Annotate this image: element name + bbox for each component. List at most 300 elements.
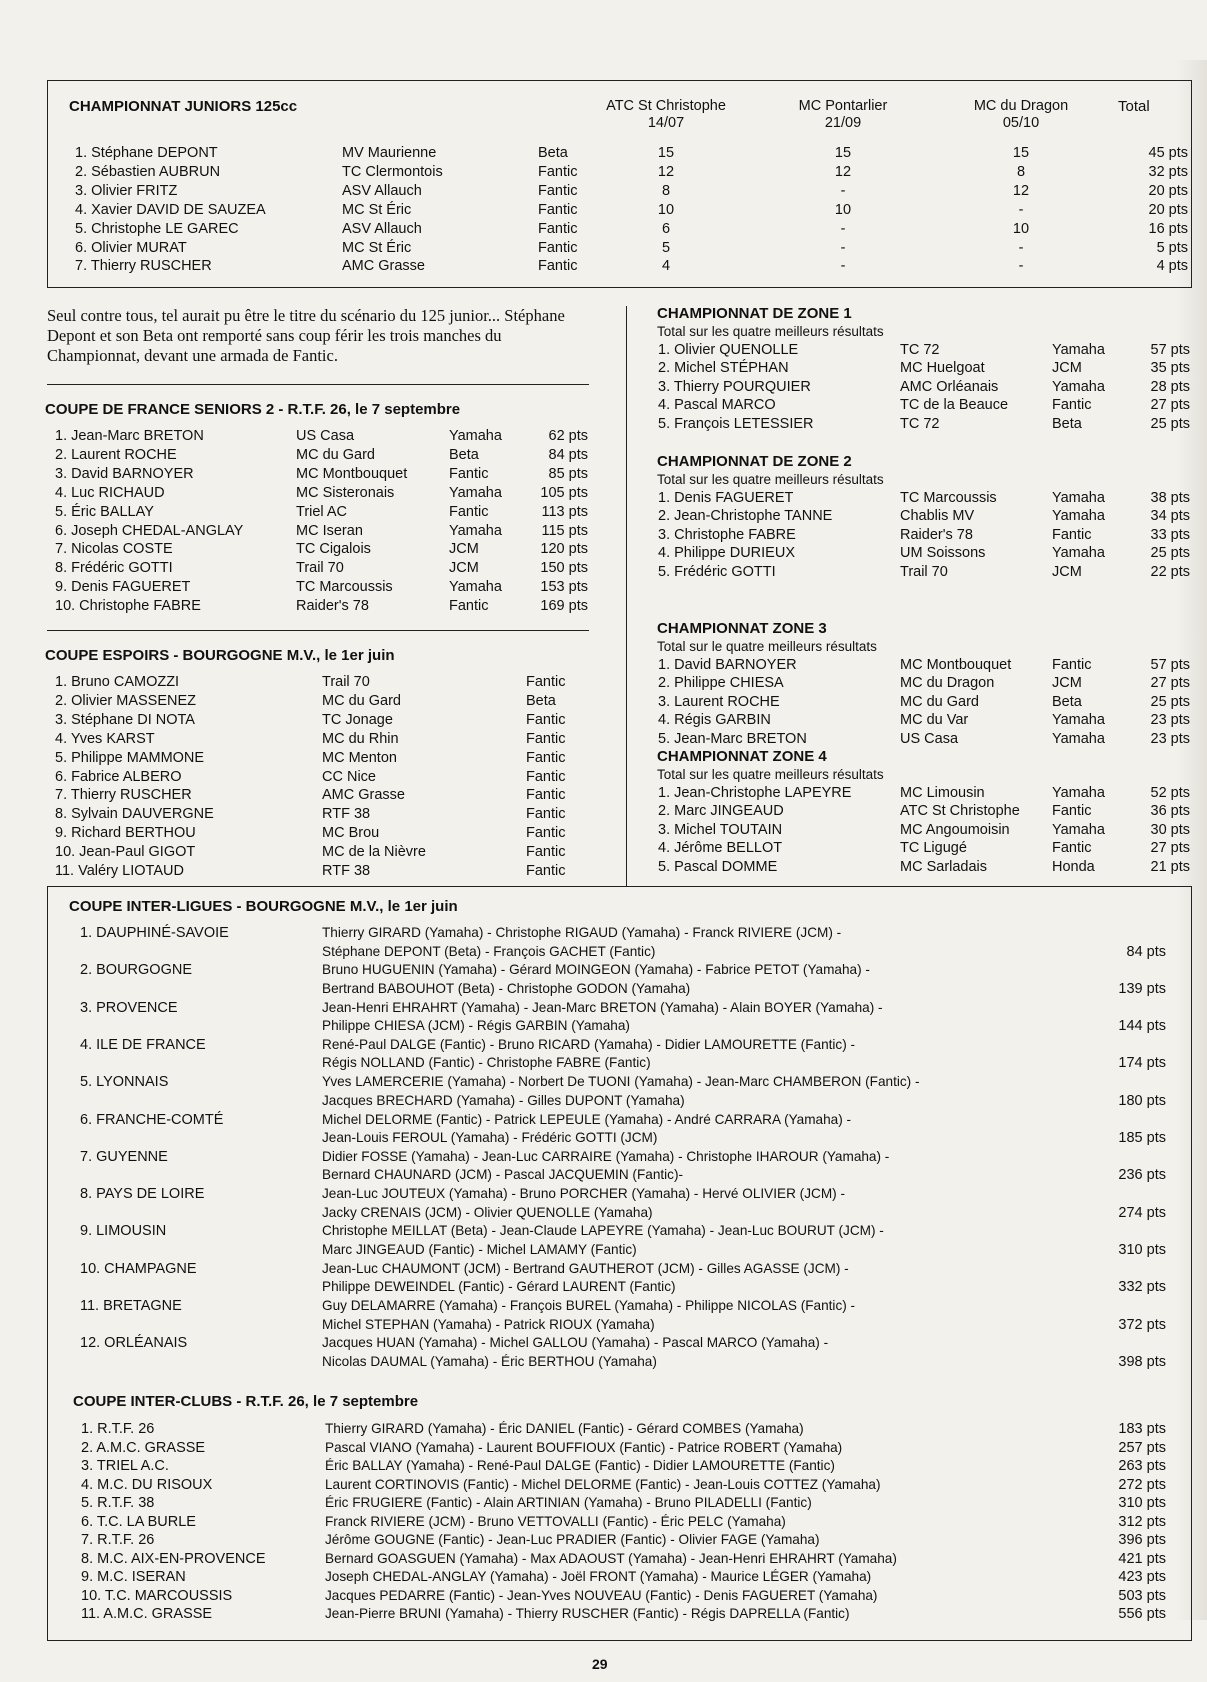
zone-title: CHAMPIONNAT ZONE 4 (657, 748, 827, 765)
juniors-total: 4 pts (1156, 258, 1188, 275)
juniors-rider: 3. Olivier FRITZ (75, 182, 178, 199)
juniors-total: 32 pts (1148, 163, 1188, 180)
interligues-riders-line2: Stéphane DEPONT (Beta) - François GACHET (Fantic) (322, 943, 656, 959)
juniors-round3: 12 (1012, 182, 1030, 199)
seniors2-rider: 3. David BARNOYER (55, 465, 194, 482)
interligues-riders-line1: Christophe MEILLAT (Beta) - Jean-Claude LAPEYRE (Yamaha) - Jean-Luc BOURUT (JCM) - (322, 1223, 884, 1239)
interclubs-title: COUPE INTER-CLUBS - R.T.F. 26, le 7 septembre (73, 1393, 419, 1410)
interclubs-riders: Jérôme GOUGNE (Fantic) - Jean-Luc PRADIER (Fantic) - Olivier FAGE (Yamaha) (325, 1532, 820, 1547)
juniors-total: 45 pts (1148, 145, 1188, 161)
juniors-bike: Fantic (538, 163, 578, 180)
interligues-riders-line2: Bertrand BABOUHOT (Beta) - Christophe GODON (Yamaha) (322, 980, 691, 996)
zone-bike: Yamaha (1052, 712, 1105, 729)
interclubs-club: 9. M.C. ISERAN (81, 1569, 186, 1585)
interligues-points: 332 pts (1118, 1279, 1166, 1296)
zone-bike: Honda (1052, 858, 1095, 875)
juniors-total: 16 pts (1148, 220, 1188, 237)
espoirs-bike: Fantic (526, 674, 566, 690)
interclubs-points: 421 pts (1118, 1550, 1166, 1567)
juniors-round3: - (1018, 239, 1024, 256)
zone-bike: Yamaha (1052, 378, 1105, 395)
zone-rider: 5. François LETESSIER (658, 415, 814, 432)
zone-title: CHAMPIONNAT DE ZONE 1 (657, 305, 852, 322)
interclubs-riders: Pascal VIANO (Yamaha) - Laurent BOUFFIOUX (Fantic) - Patrice ROBERT (Yamaha) (325, 1439, 843, 1455)
espoirs-title: COUPE ESPOIRS - BOURGOGNE M.V., le 1er juin (45, 647, 395, 664)
juniors-round-name: ATC St Christophe (606, 98, 726, 114)
interclubs-points: 312 pts (1118, 1513, 1166, 1530)
zone-rider: 2. Philippe CHIESA (658, 675, 784, 692)
espoirs-bike: Beta (526, 692, 556, 709)
juniors-total: 20 pts (1148, 201, 1188, 218)
interligues-team: 6. FRANCHE-COMTÉ (80, 1111, 224, 1128)
zone-points: 23 pts (1150, 712, 1190, 729)
juniors-round1: 12 (657, 163, 675, 180)
seniors2-club: MC Montbouquet (296, 465, 408, 482)
juniors-bike: Fantic (538, 182, 578, 199)
seniors2-rider: 4. Luc RICHAUD (55, 484, 165, 501)
espoirs-bike: Fantic (526, 787, 566, 804)
interclubs-club: 6. T.C. LA BURLE (81, 1513, 196, 1530)
zone-rider: 1. Denis FAGUERET (658, 490, 794, 506)
zone-rider: 3. Thierry POURQUIER (658, 378, 811, 395)
juniors-rider: 4. Xavier DAVID DE SAUZEA (75, 201, 266, 218)
seniors2-rider: 5. Éric BALLAY (55, 503, 154, 520)
espoirs-club: MC du Gard (322, 692, 401, 709)
interligues-riders-line2: Michel STEPHAN (Yamaha) - Patrick RIOUX (Yamaha) (322, 1316, 655, 1332)
interligues-points: 372 pts (1118, 1316, 1166, 1333)
seniors2-divider (47, 630, 589, 631)
interclubs-club: 3. TRIEL A.C. (81, 1458, 169, 1474)
zone-points: 57 pts (1150, 657, 1190, 673)
zone-bike: Yamaha (1052, 490, 1105, 506)
seniors2-club: Trail 70 (296, 560, 344, 577)
seniors2-bike: Beta (449, 446, 479, 463)
page-number: 29 (592, 1656, 608, 1672)
interclubs-club: 4. M.C. DU RISOUX (81, 1476, 213, 1493)
espoirs-bike: Fantic (526, 768, 566, 785)
seniors2-points: 113 pts (541, 503, 588, 520)
seniors2-points: 115 pts (541, 522, 588, 539)
interclubs-club: 2. A.M.C. GRASSE (81, 1439, 206, 1456)
juniors-total: 20 pts (1148, 182, 1188, 199)
zone-points: 25 pts (1150, 415, 1190, 432)
juniors-club: MV Maurienne (342, 145, 437, 161)
interclubs-points: 556 pts (1118, 1606, 1166, 1622)
zone-points: 33 pts (1150, 526, 1190, 543)
juniors-bike: Fantic (538, 258, 578, 275)
espoirs-rider: 8. Sylvain DAUVERGNE (55, 806, 214, 823)
zone-club: TC de la Beauce (900, 397, 1009, 414)
interligues-riders-line2: Jacques BRECHARD (Yamaha) - Gilles DUPONT (Yamaha) (322, 1092, 685, 1108)
juniors-club: MC St Éric (342, 201, 412, 218)
seniors2-rider: 9. Denis FAGUERET (55, 579, 191, 596)
espoirs-bike: Fantic (526, 825, 566, 842)
zone-bike: Fantic (1052, 657, 1092, 673)
seniors2-rider: 8. Frédéric GOTTI (55, 560, 173, 577)
zone-bike: Yamaha (1052, 342, 1105, 358)
interclubs-club: 10. T.C. MARCOUSSIS (81, 1587, 233, 1604)
seniors2-rider: 1. Jean-Marc BRETON (55, 428, 204, 444)
zone-bike: Fantic (1052, 526, 1092, 543)
interligues-points: 174 pts (1118, 1055, 1166, 1072)
zone-rider: 3. Laurent ROCHE (658, 693, 780, 710)
interligues-points: 180 pts (1118, 1092, 1166, 1109)
juniors-rider: 6. Olivier MURAT (75, 239, 187, 256)
espoirs-club: Trail 70 (322, 674, 370, 690)
zone-bike: JCM (1052, 360, 1082, 377)
seniors2-bike: JCM (449, 541, 479, 558)
zone-club: Raider's 78 (900, 526, 973, 543)
zone-points: 36 pts (1150, 803, 1190, 820)
zone-club: MC Sarladais (900, 858, 988, 875)
zone-points: 27 pts (1150, 675, 1190, 692)
interclubs-riders: Joseph CHEDAL-ANGLAY (Yamaha) - Joël FRONT (Yamaha) - Maurice LÉGER (Yamaha) (325, 1569, 872, 1584)
espoirs-club: CC Nice (322, 768, 376, 785)
interligues-points: 274 pts (1118, 1204, 1166, 1221)
zone-points: 21 pts (1150, 858, 1190, 875)
seniors2-title: COUPE DE FRANCE SENIORS 2 - R.T.F. 26, le 7 septembre (45, 401, 461, 418)
seniors2-bike: Yamaha (449, 522, 502, 539)
interclubs-points: 503 pts (1118, 1587, 1166, 1604)
seniors2-points: 105 pts (540, 484, 588, 501)
zone-rider: 5. Frédéric GOTTI (658, 563, 776, 580)
zone-bike: Fantic (1052, 840, 1092, 857)
interclubs-points: 257 pts (1118, 1439, 1166, 1456)
zone-club: Trail 70 (900, 563, 948, 580)
juniors-round3: - (1018, 258, 1024, 275)
espoirs-club: RTF 38 (322, 863, 371, 879)
interligues-team: 4. ILE DE FRANCE (80, 1036, 206, 1053)
interligues-points: 398 pts (1118, 1353, 1166, 1370)
zone-rider: 1. David BARNOYER (658, 657, 797, 673)
zone-rider: 1. Olivier QUENOLLE (658, 342, 799, 358)
interclubs-riders: Éric BALLAY (Yamaha) - René-Paul DALGE (Fantic) - Didier LAMOURETTE (Fantic) (325, 1458, 835, 1473)
interclubs-points: 183 pts (1118, 1421, 1166, 1437)
zone-points: 35 pts (1150, 360, 1190, 377)
seniors2-club: MC Iseran (296, 522, 363, 539)
zone-points: 34 pts (1150, 508, 1190, 525)
juniors-club: ASV Allauch (342, 220, 422, 237)
interligues-points: 310 pts (1118, 1241, 1166, 1258)
zone-club: TC Ligugé (900, 840, 967, 857)
juniors-round2: 10 (834, 201, 852, 218)
seniors2-bike: Yamaha (449, 484, 502, 501)
interligues-riders-line1: René-Paul DALGE (Fantic) - Bruno RICARD (Yamaha) - Didier LAMOURETTE (Fantic) - (322, 1036, 856, 1052)
espoirs-bike: Fantic (526, 730, 566, 747)
juniors-round1: 8 (661, 182, 671, 199)
interclubs-club: 7. R.T.F. 26 (81, 1532, 155, 1548)
interligues-riders-line2: Nicolas DAUMAL (Yamaha) - Éric BERTHOU (Yamaha) (322, 1353, 657, 1369)
zone-title: CHAMPIONNAT DE ZONE 2 (657, 453, 852, 470)
zone-title: CHAMPIONNAT ZONE 3 (657, 620, 827, 637)
zone-points: 27 pts (1150, 840, 1190, 857)
zone-points: 28 pts (1150, 378, 1190, 395)
interclubs-riders: Jacques PEDARRE (Fantic) - Jean-Yves NOUVEAU (Fantic) - Denis FAGUERET (Yamaha) (325, 1587, 878, 1603)
zone-bike: Yamaha (1052, 821, 1105, 838)
zone-points: 57 pts (1150, 342, 1190, 358)
zone-bike: Beta (1052, 415, 1082, 432)
espoirs-rider: 1. Bruno CAMOZZI (55, 674, 180, 690)
espoirs-club: MC Brou (322, 825, 380, 842)
seniors2-points: 62 pts (548, 428, 588, 444)
interligues-team: 3. PROVENCE (80, 999, 178, 1016)
juniors-round2: - (840, 258, 846, 275)
zone-club: MC Montbouquet (900, 657, 1012, 673)
interclubs-club: 1. R.T.F. 26 (81, 1421, 155, 1437)
juniors-round2: - (840, 182, 846, 199)
espoirs-bike: Fantic (526, 863, 566, 879)
seniors2-club: TC Marcoussis (296, 579, 393, 596)
espoirs-bike: Fantic (526, 844, 566, 861)
juniors-round3: 10 (1012, 220, 1030, 237)
interligues-riders-line1: Jean-Luc JOUTEUX (Yamaha) - Bruno PORCHER (Yamaha) - Hervé OLIVIER (JCM) - (322, 1186, 845, 1202)
zone-bike: Yamaha (1052, 730, 1105, 747)
zone-points: 25 pts (1150, 545, 1190, 562)
zone-rider: 4. Jérôme BELLOT (658, 840, 783, 857)
espoirs-rider: 2. Olivier MASSENEZ (55, 692, 196, 709)
juniors-round2: 15 (834, 145, 852, 161)
juniors-total-header: Total (1118, 98, 1150, 115)
juniors-club: ASV Allauch (342, 182, 422, 199)
zone-club: MC du Dragon (900, 675, 995, 692)
zone-rider: 1. Jean-Christophe LAPEYRE (658, 785, 852, 801)
zone-club: UM Soissons (900, 545, 986, 562)
seniors2-club: Raider's 78 (296, 598, 369, 615)
interligues-riders-line1: Guy DELAMARRE (Yamaha) - François BUREL (Yamaha) - Philippe NICOLAS (Fantic) - (322, 1298, 856, 1313)
interligues-riders-line1: Thierry GIRARD (Yamaha) - Christophe RIGAUD (Yamaha) - Franck RIVIERE (JCM) - (322, 925, 842, 940)
intro-divider (47, 384, 589, 385)
interligues-riders-line2: Jacky CRENAIS (JCM) - Olivier QUENOLLE (Yamaha) (322, 1204, 653, 1220)
seniors2-bike: Yamaha (449, 428, 502, 444)
juniors-round-name: MC du Dragon (973, 98, 1069, 114)
zone-club: TC 72 (900, 342, 940, 358)
juniors-round-date: 21/09 (824, 115, 862, 131)
espoirs-rider: 3. Stéphane DI NOTA (55, 711, 195, 728)
interclubs-points: 396 pts (1118, 1532, 1166, 1548)
espoirs-rider: 10. Jean-Paul GIGOT (55, 844, 196, 861)
zone-points: 27 pts (1150, 397, 1190, 414)
seniors2-rider: 6. Joseph CHEDAL-ANGLAY (55, 522, 244, 539)
zone-bike: Yamaha (1052, 785, 1105, 801)
interligues-riders-line2: Philippe DEWEINDEL (Fantic) - Gérard LAURENT (Fantic) (322, 1279, 676, 1295)
interligues-team: 8. PAYS DE LOIRE (80, 1186, 205, 1203)
seniors2-rider: 10. Christophe FABRE (55, 598, 201, 615)
seniors2-bike: Fantic (449, 598, 489, 615)
zone-rider: 3. Michel TOUTAIN (658, 821, 783, 838)
interligues-team: 7. GUYENNE (80, 1148, 168, 1165)
seniors2-points: 153 pts (540, 579, 588, 596)
juniors-round1: 10 (657, 201, 675, 218)
zone-club: US Casa (900, 730, 959, 747)
seniors2-points: 169 pts (540, 598, 588, 615)
espoirs-club: TC Jonage (322, 711, 393, 728)
interligues-team: 1. DAUPHINÉ-SAVOIE (80, 925, 229, 941)
juniors-rider: 5. Christophe LE GAREC (75, 220, 239, 237)
interligues-points: 84 pts (1126, 943, 1166, 960)
interligues-riders-line1: Didier FOSSE (Yamaha) - Jean-Luc CARRAIRE (Yamaha) - Christophe IHAROUR (Yamaha) - (322, 1148, 890, 1164)
interclubs-club: 5. R.T.F. 38 (81, 1495, 155, 1511)
seniors2-club: MC du Gard (296, 446, 375, 463)
espoirs-bike: Fantic (526, 749, 566, 766)
zone-club: MC Angoumoisin (900, 821, 1010, 838)
zone-rider: 5. Pascal DOMME (658, 858, 778, 875)
zone-rider: 2. Marc JINGEAUD (658, 803, 784, 820)
zone-club: MC du Var (900, 712, 969, 729)
juniors-bike: Fantic (538, 220, 578, 237)
espoirs-bike: Fantic (526, 806, 566, 823)
zone-club: MC du Gard (900, 693, 979, 710)
zone-rider: 3. Christophe FABRE (658, 526, 796, 543)
zone-bike: Beta (1052, 693, 1082, 710)
zone-club: AMC Orléanais (900, 378, 999, 395)
zone-subtitle: Total sur les quatre meilleurs résultats (657, 472, 884, 487)
seniors2-club: TC Cigalois (296, 541, 371, 558)
zone-rider: 4. Philippe DURIEUX (658, 545, 795, 562)
zone-subtitle: Total sur les quatre meilleurs résultats (657, 324, 884, 339)
juniors-bike: Beta (538, 145, 568, 161)
interclubs-points: 272 pts (1118, 1476, 1166, 1493)
interclubs-points: 423 pts (1118, 1569, 1166, 1585)
interligues-riders-line2: Bernard CHAUNARD (JCM) - Pascal JACQUEMIN (Fantic)- (322, 1167, 684, 1183)
interligues-riders-line2: Jean-Louis FEROUL (Yamaha) - Frédéric GOTTI (JCM) (322, 1130, 658, 1145)
interclubs-points: 310 pts (1118, 1495, 1166, 1511)
interligues-points: 236 pts (1118, 1167, 1166, 1184)
seniors2-club: MC Sisteronais (296, 484, 395, 501)
espoirs-club: MC du Rhin (322, 730, 399, 747)
seniors2-points: 85 pts (548, 465, 588, 482)
espoirs-rider: 11. Valéry LIOTAUD (55, 863, 184, 879)
seniors2-club: US Casa (296, 428, 355, 444)
juniors-club: MC St Éric (342, 239, 412, 256)
interligues-riders-line1: Jacques HUAN (Yamaha) - Michel GALLOU (Yamaha) - Pascal MARCO (Yamaha) - (322, 1335, 829, 1351)
zone-points: 30 pts (1150, 821, 1190, 838)
interligues-riders-line1: Jean-Henri EHRAHRT (Yamaha) - Jean-Marc BRETON (Yamaha) - Alain BOYER (Yamaha) - (322, 999, 883, 1015)
interligues-team: 11. BRETAGNE (80, 1298, 182, 1314)
zone-bike: Fantic (1052, 397, 1092, 414)
interclubs-club: 8. M.C. AIX-EN-PROVENCE (81, 1550, 266, 1567)
interligues-points: 144 pts (1118, 1018, 1166, 1035)
interligues-riders-line1: Jean-Luc CHAUMONT (JCM) - Bertrand GAUTHEROT (JCM) - Gilles AGASSE (JCM) - (322, 1260, 849, 1276)
zone-subtitle: Total sur les quatre meilleurs résultats (657, 767, 884, 782)
interligues-riders-line1: Bruno HUGUENIN (Yamaha) - Gérard MOINGEON (Yamaha) - Fabrice PETOT (Yamaha) - (322, 962, 870, 978)
zone-rider: 2. Michel STÉPHAN (658, 360, 789, 377)
juniors-round2: - (840, 239, 846, 256)
seniors2-rider: 7. Nicolas COSTE (55, 541, 173, 558)
seniors2-club: Triel AC (296, 503, 348, 520)
zone-club: TC 72 (900, 415, 940, 432)
juniors-total: 5 pts (1156, 239, 1188, 256)
interligues-team: 10. CHAMPAGNE (80, 1260, 197, 1277)
espoirs-rider: 9. Richard BERTHOU (55, 825, 196, 842)
intro-paragraph: Seul contre tous, tel aurait pu être le titre du scénario du 125 junior... Stéphane Depont et son Beta ont remporté sans coup férir les trois manches du Championnat, devant une armada de Fantic. (47, 306, 565, 365)
espoirs-club: MC Menton (322, 749, 397, 766)
juniors-rider: 1. Stéphane DEPONT (75, 145, 218, 161)
juniors-club: AMC Grasse (342, 258, 425, 275)
seniors2-points: 84 pts (548, 446, 588, 463)
zone-bike: JCM (1052, 563, 1082, 580)
zone-points: 23 pts (1150, 730, 1190, 747)
espoirs-bike: Fantic (526, 711, 566, 728)
zone-bike: Yamaha (1052, 508, 1105, 525)
interligues-points: 139 pts (1118, 980, 1166, 997)
zone-club: MC Limousin (900, 785, 985, 801)
interligues-team: 12. ORLÉANAIS (80, 1335, 188, 1352)
zone-rider: 2. Jean-Christophe TANNE (658, 508, 833, 525)
zone-points: 25 pts (1150, 693, 1190, 710)
interligues-riders-line2: Marc JINGEAUD (Fantic) - Michel LAMAMY (Fantic) (322, 1241, 637, 1257)
interligues-riders-line2: Régis NOLLAND (Fantic) - Christophe FABRE (Fantic) (322, 1055, 651, 1071)
seniors2-points: 150 pts (540, 560, 588, 577)
juniors-round2: 12 (834, 163, 852, 180)
interclubs-riders: Bernard GOASGUEN (Yamaha) - Max ADAOUST (Yamaha) - Jean-Henri EHRAHRT (Yamaha) (325, 1550, 897, 1566)
interligues-team: 5. LYONNAIS (80, 1074, 169, 1091)
zone-club: Chablis MV (900, 508, 975, 525)
interligues-points: 185 pts (1118, 1130, 1166, 1146)
juniors-round1: 15 (657, 145, 675, 161)
espoirs-rider: 6. Fabrice ALBERO (55, 768, 182, 785)
interligues-riders-line1: Yves LAMERCERIE (Yamaha) - Norbert De TUONI (Yamaha) - Jean-Marc CHAMBERON (Fantic) - (322, 1074, 920, 1090)
seniors2-bike: Fantic (449, 465, 489, 482)
juniors-rider: 2. Sébastien AUBRUN (75, 163, 221, 180)
zone-bike: Yamaha (1052, 545, 1105, 562)
column-divider (626, 306, 627, 886)
zone-club: MC Huelgoat (900, 360, 985, 377)
espoirs-club: RTF 38 (322, 806, 371, 823)
espoirs-rider: 5. Philippe MAMMONE (55, 749, 205, 766)
zone-bike: JCM (1052, 675, 1082, 692)
interclubs-club: 11. A.M.C. GRASSE (81, 1606, 213, 1622)
juniors-round1: 5 (661, 239, 671, 256)
interclubs-riders: Éric FRUGIERE (Fantic) - Alain ARTINIAN (Yamaha) - Bruno PILADELLI (Fantic) (325, 1495, 812, 1510)
zone-rider: 4. Pascal MARCO (658, 397, 776, 414)
zone-club: ATC St Christophe (900, 803, 1020, 820)
interclubs-riders: Jean-Pierre BRUNI (Yamaha) - Thierry RUSCHER (Fantic) - Régis DAPRELLA (Fantic) (325, 1606, 850, 1621)
zone-subtitle: Total sur le quatre meilleurs résultats (657, 639, 877, 654)
juniors-round-name: MC Pontarlier (798, 98, 888, 114)
juniors-round3: 15 (1012, 145, 1030, 161)
zone-rider: 4. Régis GARBIN (658, 712, 771, 729)
interligues-riders-line2: Philippe CHIESA (JCM) - Régis GARBIN (Yamaha) (322, 1018, 630, 1034)
interligues-riders-line1: Michel DELORME (Fantic) - Patrick LEPEULE (Yamaha) - André CARRARA (Yamaha) - (322, 1111, 852, 1127)
juniors-rider: 7. Thierry RUSCHER (75, 258, 212, 275)
juniors-title: CHAMPIONNAT JUNIORS 125cc (69, 98, 298, 115)
zone-points: 52 pts (1150, 785, 1190, 801)
juniors-round-date: 14/07 (647, 115, 685, 131)
espoirs-club: MC de la Nièvre (322, 844, 426, 861)
juniors-round3: - (1018, 201, 1024, 218)
espoirs-rider: 4. Yves KARST (55, 730, 155, 747)
juniors-round1: 4 (661, 258, 671, 275)
seniors2-bike: Yamaha (449, 579, 502, 596)
juniors-bike: Fantic (538, 239, 578, 256)
espoirs-club: AMC Grasse (322, 787, 405, 804)
juniors-round1: 6 (661, 220, 671, 237)
juniors-round3: 8 (1016, 163, 1026, 180)
interclubs-points: 263 pts (1118, 1458, 1166, 1474)
interligues-team: 9. LIMOUSIN (80, 1223, 167, 1240)
juniors-bike: Fantic (538, 201, 578, 218)
zone-points: 22 pts (1150, 563, 1190, 580)
juniors-round-date: 05/10 (1002, 115, 1040, 131)
interclubs-riders: Franck RIVIERE (JCM) - Bruno VETTOVALLI (Fantic) - Éric PELC (Yamaha) (325, 1513, 786, 1529)
zone-bike: Fantic (1052, 803, 1092, 820)
zone-club: TC Marcoussis (900, 490, 997, 506)
interclubs-riders: Laurent CORTINOVIS (Fantic) - Michel DELORME (Fantic) - Jean-Louis COTTEZ (Yamaha) (325, 1476, 881, 1492)
juniors-club: TC Clermontois (342, 163, 443, 180)
juniors-round2: - (840, 220, 846, 237)
seniors2-rider: 2. Laurent ROCHE (55, 446, 177, 463)
zone-points: 38 pts (1150, 490, 1190, 506)
